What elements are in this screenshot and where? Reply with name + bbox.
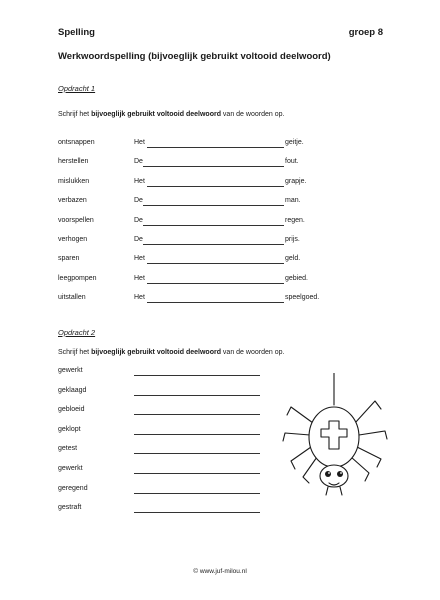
answer-blank[interactable] [134,453,260,454]
answer-blank[interactable] [134,493,260,494]
answer-blank[interactable] [147,263,284,264]
verb-label: verbazen [58,197,87,205]
instruction-text: Schrijf het [58,111,92,118]
subject-label: Spelling [58,27,95,38]
answer-blank[interactable] [134,512,260,513]
article-label: De [134,197,143,205]
participle-label: gewerkt [58,367,83,374]
participle-label: geklopt [58,425,81,433]
exercise-1-row [58,158,358,170]
article-label: Het [134,177,145,185]
verb-label: leegpompen [58,274,97,282]
verb-label: ontsnappen [58,139,95,146]
instruction-text: van de woorden op. [220,349,285,356]
exercise-2-row [58,367,268,379]
answer-blank[interactable] [147,283,284,284]
page-title: Werkwoordspelling (bijvoeglijk gebruikt voltooid deelwoord) [58,51,331,62]
answer-blank[interactable] [134,473,260,474]
exercise-2-row [58,426,268,438]
article-label: De [134,216,143,224]
answer-blank[interactable] [134,375,260,376]
article-label: Het [134,255,145,263]
exercise-1-row [58,197,358,209]
participle-label: geregend [58,484,88,492]
participle-label: gebloeid [58,406,85,414]
exercise-1-row [58,275,358,287]
answer-blank[interactable] [147,147,284,148]
verb-label: herstellen [58,158,89,166]
answer-blank[interactable] [143,205,284,206]
instruction-text: van de woorden op. [220,111,285,118]
answer-blank[interactable] [143,166,284,167]
noun-label: regen. [285,216,305,224]
participle-label: geklaagd [58,386,87,394]
exercise-2-row [58,406,268,418]
answer-blank[interactable] [134,414,260,415]
participle-label: getest [58,445,78,453]
verb-label: sparen [58,255,80,263]
noun-label: prijs. [285,236,300,243]
answer-blank[interactable] [147,302,284,303]
participle-label: gewerkt [58,465,83,472]
article-label: De [134,158,143,166]
exercise-2-row [58,504,268,516]
instruction-bold: bijvoeglijk gebruikt voltooid deelwoord [91,349,221,356]
answer-blank[interactable] [134,434,260,435]
article-label: De [134,236,143,243]
answer-blank[interactable] [147,186,284,187]
exercise-1-row [58,294,358,306]
verb-label: uitstallen [58,294,86,302]
exercise-1-row [58,217,358,229]
verb-label: verhogen [58,236,88,243]
exercise-1-row [58,236,358,248]
noun-label: man. [285,197,301,205]
noun-label: speelgoed. [285,294,320,302]
grade-label: groep 8 [348,27,383,38]
noun-label: grapje. [285,177,307,185]
exercise-2-row [58,445,268,457]
exercise-1-row [58,139,358,151]
spider-icon [277,373,397,503]
exercise-2-instruction [58,349,284,356]
article-label: Het [134,139,145,146]
noun-label: fout. [285,158,299,166]
exercise-2-title: Opdracht 2 [58,328,96,337]
instruction-bold: bijvoeglijk gebruikt voltooid deelwoord [91,111,221,118]
exercise-1-row [58,255,358,267]
instruction-text: Schrijf het [58,349,92,356]
noun-label: gebied. [285,274,308,282]
exercise-1-row [58,178,358,190]
footer-credit: © www.juf-milou.nl [193,568,247,575]
noun-label: geitje. [285,139,304,146]
participle-label: gestraft [58,504,82,512]
exercise-2-row [58,485,268,497]
article-label: Het [134,294,145,302]
answer-blank[interactable] [143,244,284,245]
exercise-2-row [58,465,268,477]
verb-label: mislukken [58,177,90,185]
exercise-1-title: Opdracht 1 [58,84,96,93]
answer-blank[interactable] [143,225,284,226]
exercise-1-instruction [58,111,284,118]
answer-blank[interactable] [134,395,260,396]
article-label: Het [134,274,145,282]
noun-label: geld. [285,255,301,263]
verb-label: voorspellen [58,216,94,224]
exercise-2-row [58,387,268,399]
